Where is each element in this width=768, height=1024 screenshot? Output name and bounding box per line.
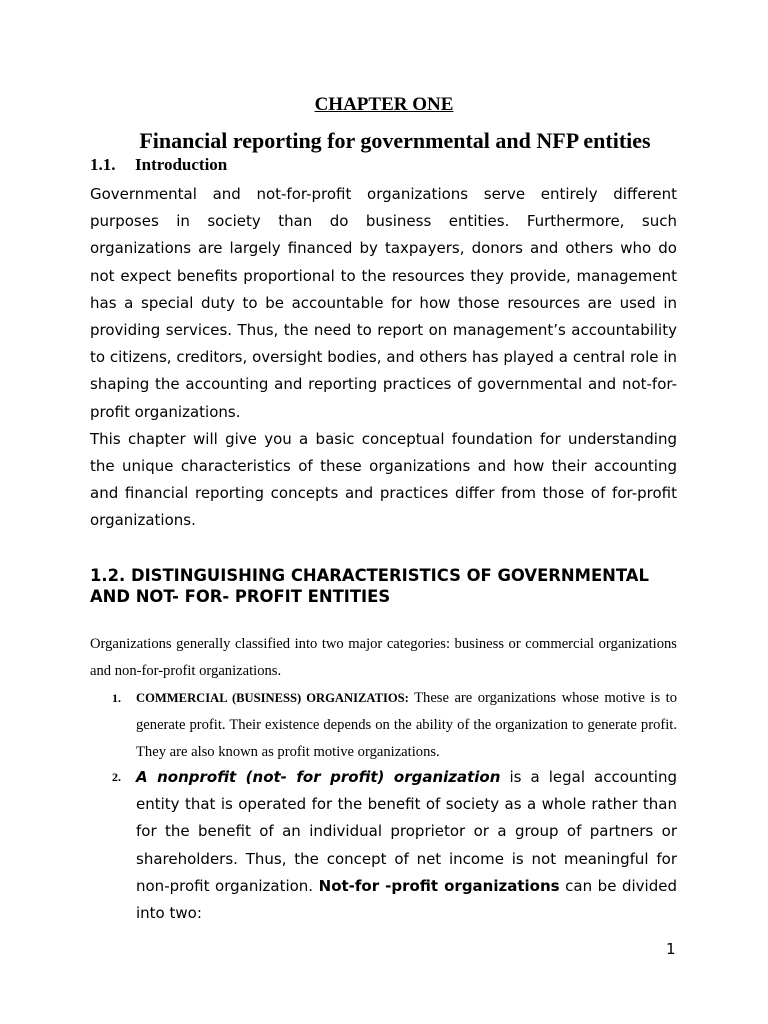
list-text-end: can be divided into two: <box>136 876 677 923</box>
chapter-title: Financial reporting for governmental and NFP entities <box>139 128 651 153</box>
list-item-commercial <box>112 685 677 767</box>
intro-heading <box>90 155 227 175</box>
page-number: 1 <box>666 940 676 958</box>
intro-paragraph-2: This chapter will give you a basic conceptual foundation for understanding the unique characteristics of these organizations and how their accounting and financial reporting concepts and practices differ from those of for-profit organizations. <box>90 429 677 530</box>
list-term: A nonprofit (not- for profit) organization <box>136 768 501 786</box>
list-term: COMMERCIAL (BUSINESS) ORGANIZATIOS: <box>136 691 409 705</box>
intro-body <box>90 181 677 535</box>
list-marker: 1. <box>112 691 121 705</box>
list-marker: 2. <box>112 770 121 784</box>
list-bold-phrase: Not-for -profit organizations <box>318 876 560 895</box>
intro-paragraph-1: Governmental and not-for-profit organizations serve entirely different purposes in society than do business entities. Furthermore, such organizations are largely financed by taxpayers, donors and others who do not expect benefits proportional to the resources they provide, management has a special duty to be accountable for how those resources are used in providing services. Thus, the need to report on management’s accountability to citizens, creditors, oversight bodies, and others has played a central role in shaping the accounting and reporting practices of governmental and not-for-profit organizations. <box>90 185 677 421</box>
section-lead: Organizations generally classified into two major categories: business or commercial organizations and non-for-profit organizations. <box>90 636 677 680</box>
list-text: is a legal accounting entity that is operated for the benefit of society as a whole rather than for the benefit of an individual proprietor or a group of partners or shareholders. Thus, the concept of net income is not meaningful for non-profit organization. <box>136 768 677 895</box>
intro-heading-number: 1.1. <box>90 155 116 174</box>
section-heading: 1.2. DISTINGUISHING CHARACTERISTICS OF GOVERNMENTAL AND NOT- FOR- PROFIT ENTITIES <box>90 566 649 606</box>
chapter-label: CHAPTER ONE <box>314 94 454 115</box>
intro-heading-text: Introduction <box>135 155 228 174</box>
list-item-nonprofit <box>112 764 677 927</box>
list-text: These are organizations whose motive is to generate profit. Their existence depends on the ability of the organization to generate profit. They are also known as profit motive organizations. <box>136 690 677 761</box>
